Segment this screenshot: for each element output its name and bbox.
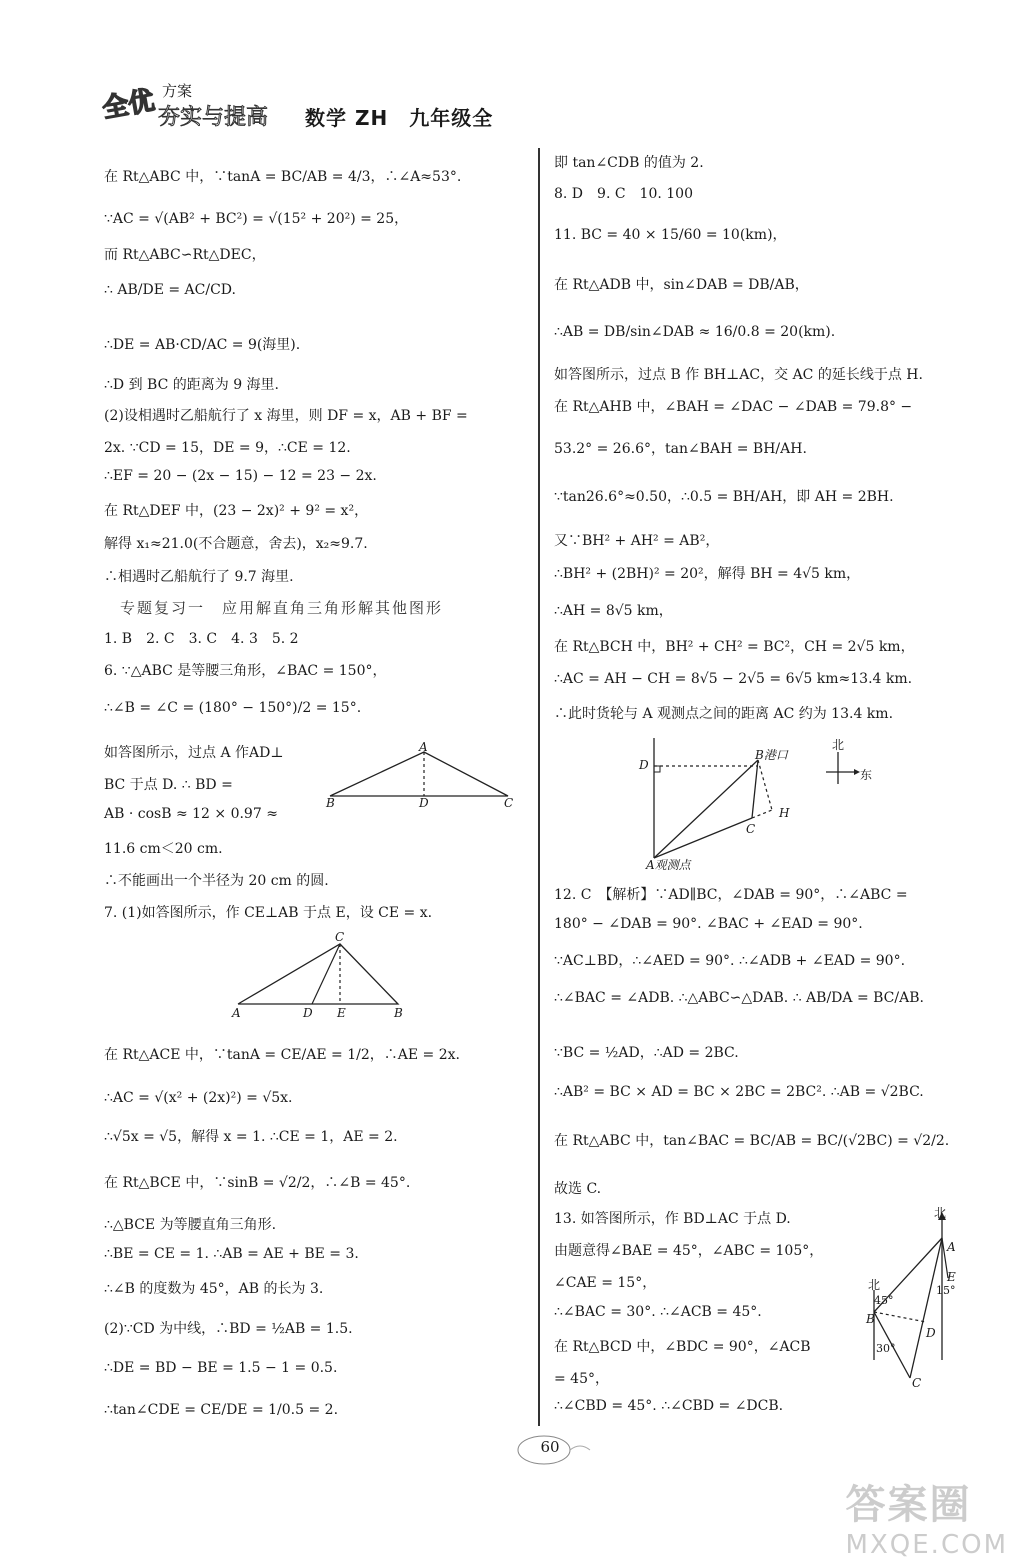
text-line: ∴∠BAC = ∠ADB. ∴△ABC∽△DAB. ∴ AB/DA = BC/AB.: [554, 990, 924, 1006]
text-line: 11. BC = 40 × 15/60 = 10(km)，: [554, 227, 787, 243]
text-line: ∴∠B = ∠C = (180° − 150°)/2 = 15°.: [104, 700, 362, 716]
text-line: 1. B 2. C 3. C 4. 3 5. 2: [104, 631, 299, 647]
text-line: ∴DE = AB·CD/AC = 9(海里).: [104, 337, 301, 353]
page-header: [100, 78, 520, 138]
fig11-label-a: A观测点: [646, 858, 691, 872]
text-line: ∴EF = 20 − (2x − 15) − 12 = 23 − 2x.: [104, 468, 377, 484]
logo-main-text: 全优: [100, 85, 157, 125]
fig13-angle-15: 15°: [936, 1284, 956, 1297]
fig13-angle-45: 45°: [874, 1294, 894, 1307]
text-line: ∴AC = √(x² + (2x)²) = √5x.: [104, 1090, 293, 1106]
column-divider: [538, 148, 540, 1426]
fig6-label-b: B: [326, 796, 335, 810]
text-line: 8. D 9. C 10. 100: [554, 186, 693, 202]
text-line: ∴D 到 BC 的距离为 9 海里.: [104, 377, 279, 393]
text-line: 如答图所示，过点 B 作 BH⊥AC，交 AC 的延长线于点 H.: [554, 367, 923, 383]
text-line: 53.2° = 26.6°，tan∠BAH = BH/AH.: [554, 441, 807, 457]
watermark: [846, 1473, 1008, 1560]
text-line: ∠CAE = 15°，: [554, 1275, 657, 1291]
text-line: ∵AC = √(AB² + BC²) = √(15² + 20²) = 25，: [104, 211, 409, 227]
fig13-north-label-1: 北: [934, 1206, 947, 1220]
text-line: 而 Rt△ABC∽Rt△DEC，: [104, 247, 266, 263]
text-line: ∵BC = ½AD，∴AD = 2BC.: [554, 1045, 739, 1061]
fig6-label-a: A: [419, 740, 428, 754]
fig11-label-d: D: [639, 758, 649, 772]
section-title: 专题复习一 应用解直角三角形解其他图形: [120, 599, 444, 617]
text-line: ∴ AB/DE = AC/CD.: [104, 282, 236, 298]
fig6-label-d: D: [419, 796, 429, 810]
text-line: 在 Rt△ABC 中，∵tanA = BC/AB = 4/3，∴∠A≈53°.: [104, 169, 462, 185]
text-line: AB · cosB ≈ 12 × 0.97 ≈: [104, 806, 278, 822]
text-line: 180° − ∠DAB = 90°. ∠BAC + ∠EAD = 90°.: [554, 916, 863, 932]
fig13-label-e: E: [947, 1270, 956, 1284]
text-line: 由题意得∠BAE = 45°，∠ABC = 105°，: [554, 1243, 824, 1259]
fig11-label-h: H: [779, 806, 790, 820]
text-line: 在 Rt△BCH 中，BH² + CH² = BC²，CH = 2√5 km，: [554, 639, 915, 655]
text-line: ∴AC = AH − CH = 8√5 − 2√5 = 6√5 km≈13.4 km.: [554, 671, 913, 687]
text-line: ∴BE = CE = 1. ∴AB = AE + BE = 3.: [104, 1246, 359, 1262]
text-line: 11.6 cm＜20 cm.: [104, 841, 223, 857]
logo-sub-text: 夯实与提高: [158, 105, 269, 130]
text-line: 在 Rt△ABC 中，tan∠BAC = BC/AB = BC/(√2BC) = √2/2.: [554, 1133, 950, 1149]
fig11-label-b: B港口: [755, 748, 788, 762]
text-line: ∴tan∠CDE = CE/DE = 1/0.5 = 2.: [104, 1402, 339, 1418]
text-line: 解得 x₁≈21.0(不合题意，舍去)，x₂≈9.7.: [104, 536, 368, 552]
book-logo: [100, 78, 280, 134]
text-line: 在 Rt△ACE 中，∵tanA = CE/AE = 1/2，∴AE = 2x.: [104, 1047, 460, 1063]
logo-top-text: 方案: [162, 82, 193, 100]
fig13-label-b: B: [866, 1312, 875, 1326]
fig13-angle-30: 30°: [876, 1342, 896, 1355]
text-line: 7. (1)如答图所示，作 CE⊥AB 于点 E，设 CE = x.: [104, 905, 433, 921]
text-line: 12. C 【解析】∵AD∥BC，∠DAB = 90°，∴∠ABC =: [554, 887, 908, 903]
fig7-label-b: B: [394, 1006, 403, 1020]
fig13-label-d: D: [926, 1326, 936, 1340]
text-line: ∴∠CBD = 45°. ∴∠CBD = ∠DCB.: [554, 1398, 784, 1414]
text-line: 又∵BH² + AH² = AB²，: [554, 533, 720, 549]
watermark-url: MXQE.COM: [845, 1530, 1008, 1560]
text-line: 在 Rt△BCD 中，∠BDC = 90°，∠ACB: [554, 1339, 811, 1355]
text-line: 如答图所示，过点 A 作AD⊥: [104, 745, 284, 761]
text-line: ∴∠B 的度数为 45°，AB 的长为 3.: [104, 1281, 324, 1297]
text-line: (2)设相遇时乙船航行了 x 海里，则 DF = x，AB + BF =: [104, 408, 468, 424]
text-line: ∴AH = 8√5 km，: [554, 603, 673, 619]
text-line: ∴不能画出一个半径为 20 cm 的圆.: [104, 873, 329, 889]
text-line: ∴此时货轮与 A 观测点之间的距离 AC 约为 13.4 km.: [554, 706, 894, 722]
text-line: 在 Rt△DEF 中，(23 − 2x)² + 9² = x²，: [104, 503, 369, 519]
text-line: ∴√5x = √5，解得 x = 1. ∴CE = 1，AE = 2.: [104, 1129, 398, 1145]
fig13-label-a: A: [947, 1240, 956, 1254]
header-title: 数学 ZH 九年级全: [305, 106, 494, 130]
text-line: ∴AB = DB/sin∠DAB ≈ 16/0.8 = 20(km).: [554, 324, 836, 340]
text-line: 故选 C.: [554, 1181, 602, 1197]
text-line: 即 tan∠CDB 的值为 2.: [554, 155, 704, 171]
text-line: = 45°，: [554, 1371, 609, 1387]
text-line: ∴相遇时乙船航行了 9.7 海里.: [104, 569, 294, 585]
fig7-label-e: E: [337, 1006, 346, 1020]
text-line: BC 于点 D. ∴ BD =: [104, 777, 233, 793]
fig13-north-label-2: 北: [868, 1278, 881, 1292]
fig11-east-label: 东: [860, 768, 873, 782]
text-line: ∴BH² + (2BH)² = 20²，解得 BH = 4√5 km，: [554, 566, 861, 582]
watermark-logo-text: 答案圈: [845, 1482, 972, 1528]
fig11-label-c: C: [746, 822, 756, 836]
text-line: 13. 如答图所示，作 BD⊥AC 于点 D.: [554, 1211, 791, 1227]
text-line: (2)∵CD 为中线，∴BD = ½AB = 1.5.: [104, 1321, 353, 1337]
text-line: ∵tan26.6°≈0.50，∴0.5 = BH/AH，即 AH = 2BH.: [554, 489, 894, 505]
fig7-label-a: A: [232, 1006, 241, 1020]
text-line: ∴AB² = BC × AD = BC × 2BC = 2BC². ∴AB = √2BC.: [554, 1084, 924, 1100]
text-line: ∵AC⊥BD，∴∠AED = 90°. ∴∠ADB + ∠EAD = 90°.: [554, 953, 906, 969]
fig7-label-c: C: [335, 930, 345, 944]
text-line: 2x. ∵CD = 15，DE = 9，∴CE = 12.: [104, 440, 351, 456]
fig13-label-c: C: [912, 1376, 922, 1390]
text-line: ∴DE = BD − BE = 1.5 − 1 = 0.5.: [104, 1360, 338, 1376]
text-line: ∴△BCE 为等腰直角三角形.: [104, 1217, 277, 1233]
text-line: 在 Rt△AHB 中，∠BAH = ∠DAC − ∠DAB = 79.8° −: [554, 399, 913, 415]
fig11-north-label: 北: [832, 738, 845, 752]
text-line: 在 Rt△BCE 中，∵sinB = √2/2，∴∠B = 45°.: [104, 1175, 411, 1191]
figure-7-triangle: [230, 926, 410, 1016]
fig6-label-c: C: [504, 796, 514, 810]
page-number: 60: [540, 1438, 560, 1456]
text-line: ∴∠BAC = 30°. ∴∠ACB = 45°.: [554, 1304, 762, 1320]
text-line: 在 Rt△ADB 中，sin∠DAB = DB/AB，: [554, 277, 809, 293]
fig7-label-d: D: [303, 1006, 313, 1020]
text-line: 6. ∵△ABC 是等腰三角形，∠BAC = 150°，: [104, 663, 387, 679]
